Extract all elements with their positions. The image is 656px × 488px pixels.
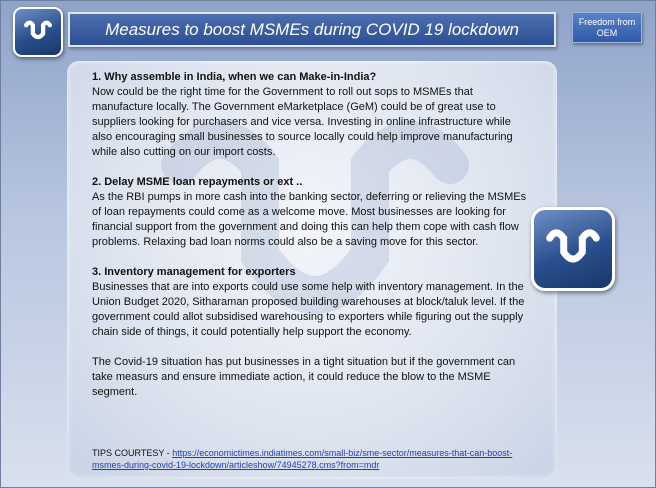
article-content	[92, 70, 532, 415]
section-make-in-india	[92, 70, 532, 160]
section-body: As the RBI pumps in more cash into the banking sector, deferring or relieving the MSMEs of loan repayments could come as a welcome move. Most businesses are looking for financial support from the government and doing this can help them cope with cash flow problems. Relaxing bad loan norms could also be a saving move for this sector.	[92, 191, 527, 248]
freedom-from-oem-button[interactable]: Freedom from OEM	[572, 12, 642, 43]
section-loan-repayments	[92, 175, 532, 250]
page-title: Measures to boost MSMEs during COVID 19 lockdown	[105, 19, 519, 39]
courtesy-label: TIPS COURTESY -	[92, 448, 173, 458]
conclusion-text: The Covid-19 situation has put businesses in a tight situation but if the government can take measurs and ensure immediate action, it could reduce the blow to the MSME segment.	[92, 356, 516, 398]
section-heading: 2. Delay MSME loan repayments or ext ..	[92, 176, 303, 188]
section-heading: 1. Why assemble in India, when we can Make-in-India?	[92, 71, 377, 83]
section-inventory	[92, 265, 532, 340]
section-body: Now could be the right time for the Government to roll out sops to MSMEs that manufacture locally. The Government eMarketplace (GeM) could be of great use to suppliers looking for purchasers and vice versa. Investing in online infrastructure while also encouraging small businesses to source locally could help improve manufacturing while also cutting on our import costs.	[92, 86, 513, 158]
company-logo-large-icon	[531, 207, 615, 291]
conclusion	[92, 355, 532, 400]
company-logo-icon	[13, 7, 63, 57]
section-heading: 3. Inventory management for exporters	[92, 266, 296, 278]
title-bar	[68, 12, 556, 47]
section-body: Businesses that are into exports could use some help with inventory management. In the Union Budget 2020, Sitharaman proposed building warehouses at block/taluk level. If the government could allot subsidised warehousing to exporters while figuring out the supply chain side of things, it could potentially help support the economy.	[92, 281, 525, 338]
courtesy-line	[92, 447, 532, 471]
source-link[interactable]: https://economictimes.indiatimes.com/small-biz/sme-sector/measures-that-can-boost-msmes-during-covid-19-lockdown/articleshow/74945278.cms?from=mdr	[92, 448, 513, 470]
